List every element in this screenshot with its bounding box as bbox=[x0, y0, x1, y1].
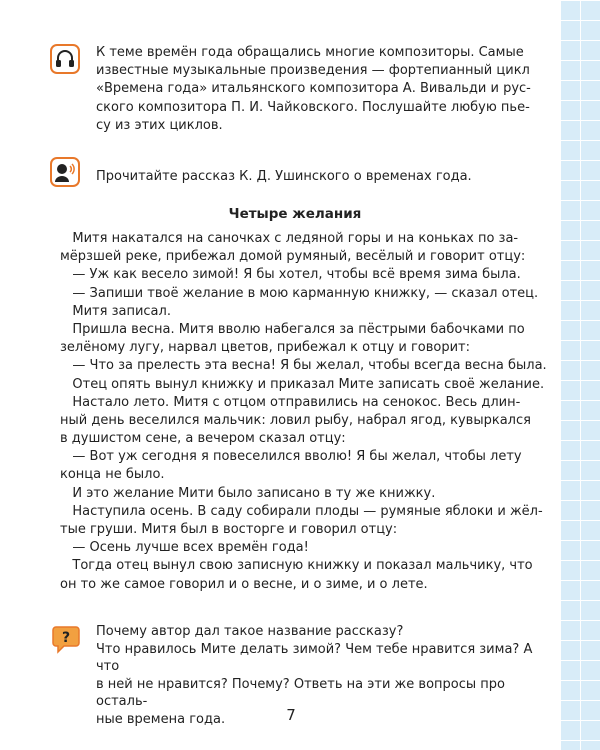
page-number: 7 bbox=[286, 706, 296, 724]
story-line: Наступила осень. В саду собирали плоды — румяные яблоки и жёл- bbox=[60, 503, 543, 519]
story-line: он то же самое говорил и о весне, и о зиме, и о лете. bbox=[60, 576, 428, 592]
story-line: Митя записал. bbox=[60, 303, 171, 319]
story-line: Пришла весна. Митя вволю набегался за пёстрыми бабочками по bbox=[60, 321, 525, 337]
headphones-icon bbox=[50, 44, 80, 74]
story-line: — Осень лучше всех времён года! bbox=[60, 540, 309, 556]
story-line: — Вот уж сегодня я повеселился вволю! Я бы желал, чтобы лету bbox=[60, 449, 522, 465]
story-line: И это желание Мити было записано в ту же книжку. bbox=[60, 485, 436, 501]
story-line: — Уж как весело зимой! Я бы хотел, чтобы всё время зима была. bbox=[60, 267, 521, 283]
story-line: ный день веселился мальчик: ловил рыбу, набрал ягод, кувыркался bbox=[60, 412, 531, 428]
read-instruction: Прочитайте рассказ К. Д. Ушинского о временах года. bbox=[96, 169, 472, 184]
story-line: Отец опять вынул книжку и приказал Мите записать своё желание. bbox=[60, 376, 545, 392]
speaking-person-icon bbox=[50, 157, 80, 187]
story-line: конца не было. bbox=[60, 467, 165, 483]
story-line: Тогда отец вынул свою записную книжку и показал мальчику, что bbox=[60, 558, 533, 574]
question-bubble-icon bbox=[50, 623, 80, 653]
story-line: — Запиши твоё желание в мою карманную книжку, — сказал отец. bbox=[60, 285, 539, 301]
story-line: Митя накатался на саночках с ледяной горы и на коньках по за- bbox=[60, 231, 519, 246]
story-line: тые груши. Митя был в восторге и говорил отцу: bbox=[60, 522, 398, 537]
story-line: Настало лето. Митя с отцом отправились на сенокос. Весь длин- bbox=[60, 394, 521, 410]
story-line: — Что за прелесть эта весна! Я бы желал, чтобы всегда весна была. bbox=[60, 358, 547, 374]
story-text bbox=[60, 230, 547, 594]
page-edge-grid bbox=[560, 0, 600, 750]
question-block: Почему автор дал такое название рассказу? Что нравилось Мите делать зимой? Чем тебе нравится зима? А что в ней не нравится? Почему? Ответь на эти же вопросы про осталь- ные времена года. bbox=[96, 624, 533, 727]
story-title: Четыре желания bbox=[228, 206, 362, 222]
intro-paragraph: К теме времён года обращались многие композиторы. Самые известные музыкальные произведения — фортепианный цикл «Времена года» итальянского композитора А. Вивальди и рус- ского композитора П. И. Чайковского. Послушайте любую пье- су из этих циклов. bbox=[96, 45, 531, 133]
story-line: зелёному лугу, нарвал цветов, прибежал к отцу и говорит: bbox=[60, 340, 470, 356]
story-line: в душистом сене, а вечером сказал отцу: bbox=[60, 431, 346, 447]
story-line: мёрзшей реке, прибежал домой румяный, весёлый и говорит отцу: bbox=[60, 249, 526, 265]
svg-text:?: ? bbox=[61, 630, 71, 646]
